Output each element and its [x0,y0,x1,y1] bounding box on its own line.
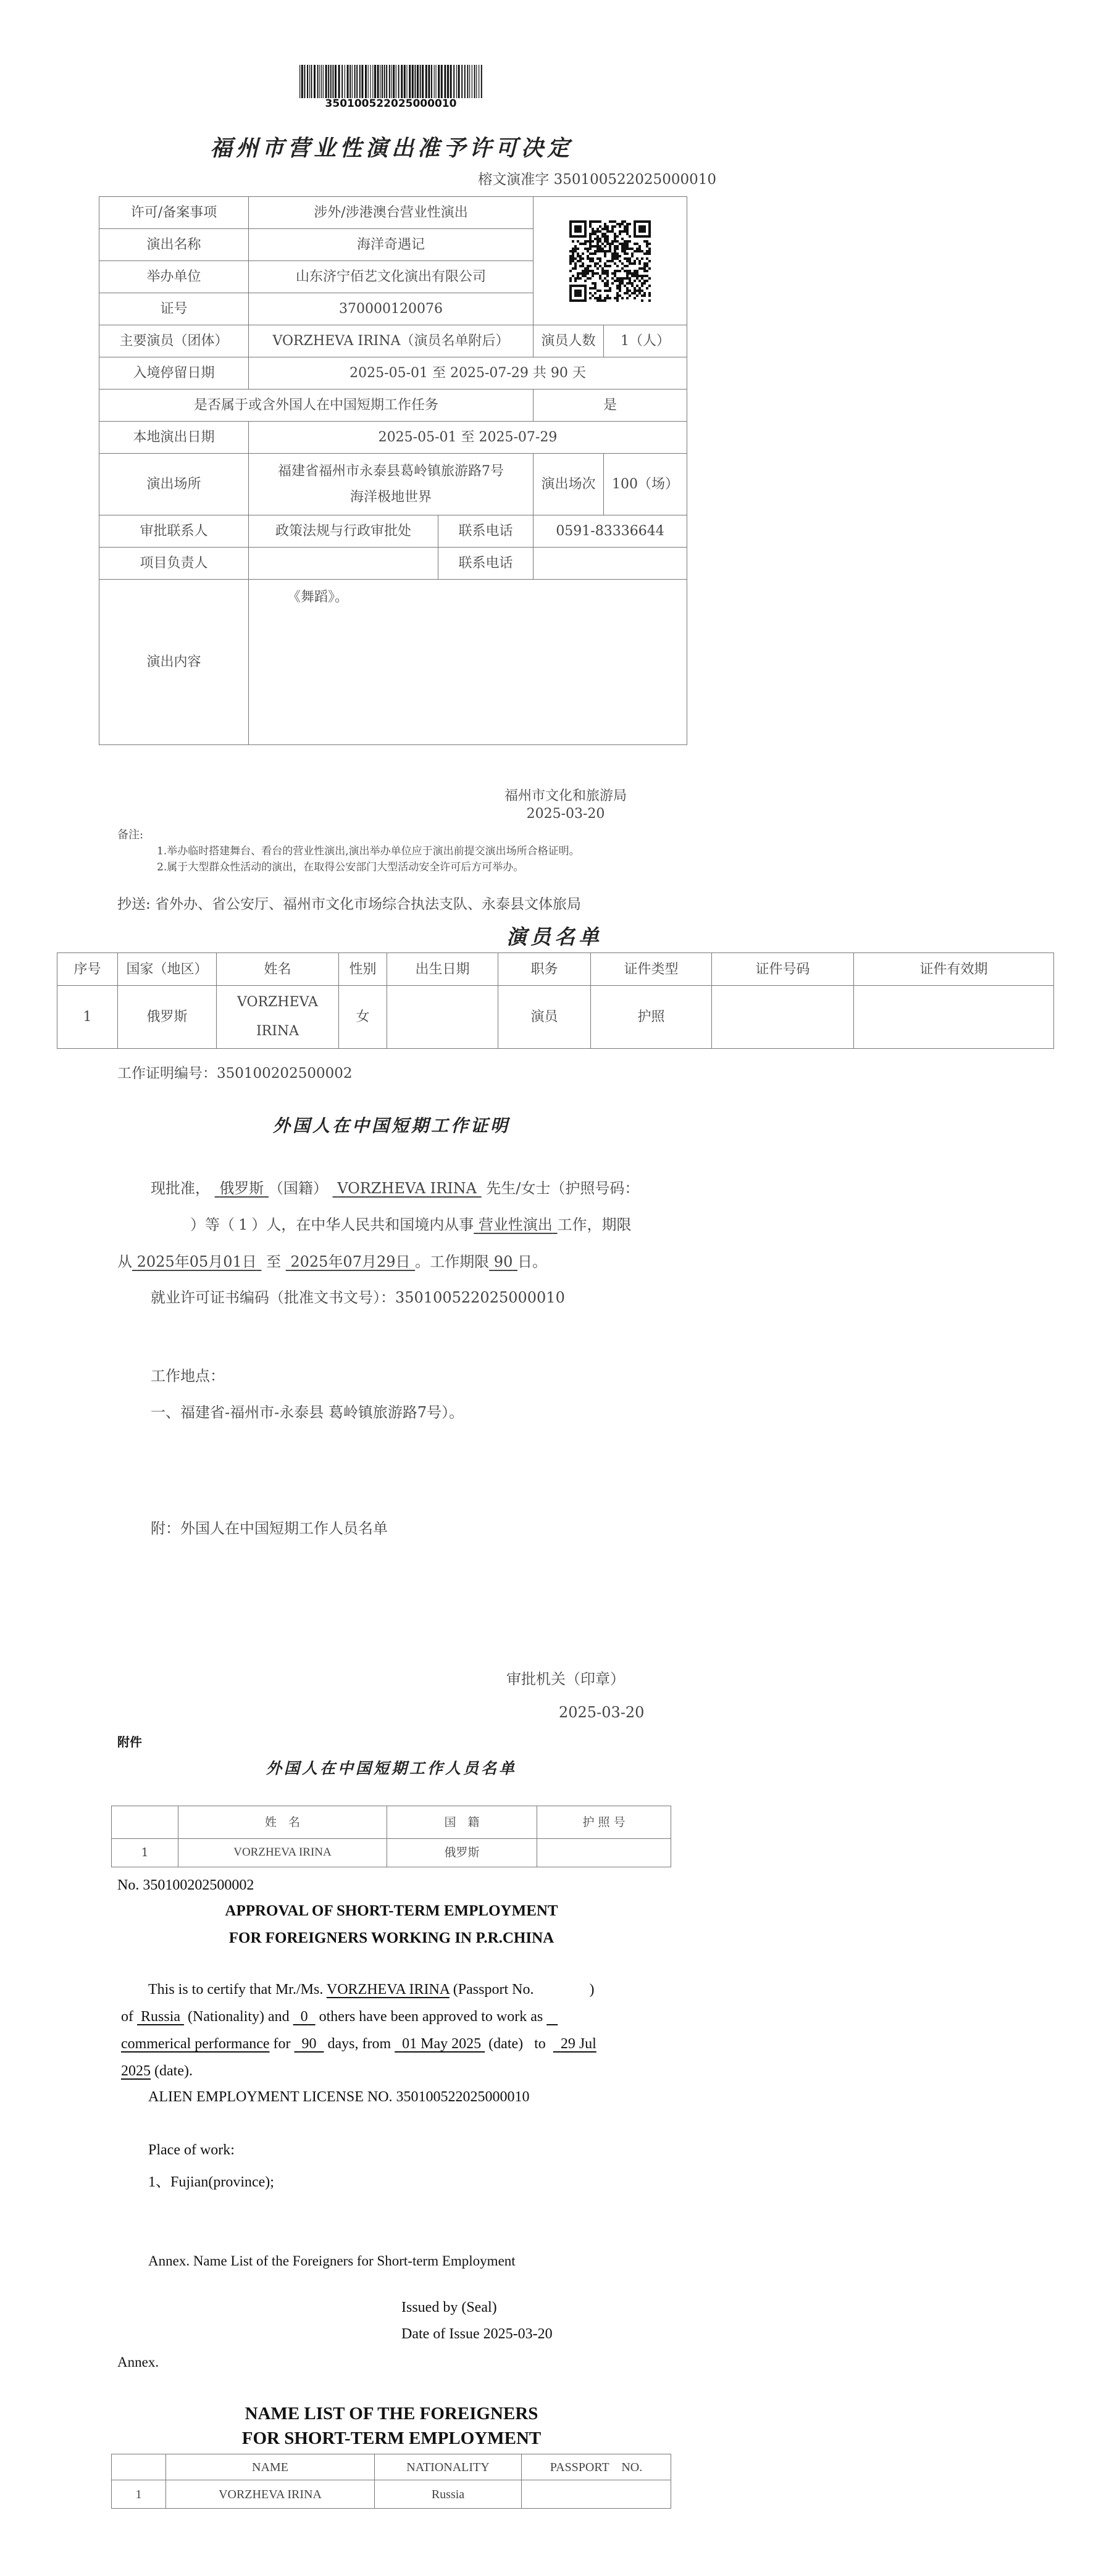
nationality-value [215,1180,269,1197]
attachment-header-name: 姓 名 [178,1806,387,1839]
attachment-header-nationality: 国 籍 [387,1806,537,1839]
work-place-value: 一、福建省-福州市-永泰县 葛岭镇旅游路7号）。 [151,1404,464,1421]
work-cert-para-1 [151,1176,639,1198]
english-to-year: 2025 [121,2063,151,2079]
text: ）等（ [190,1216,235,1233]
work-place-label: 工作地点： [151,1367,225,1385]
lead-performer-value: VORZHEVA IRINA（演员名单附后） [249,325,534,357]
annex-en-header-nationality: NATIONALITY [375,2454,522,2480]
show-name-label: 演出名称 [99,229,249,261]
performer-name-line-2: IRINA [256,1023,299,1039]
attachment-table [111,1806,671,1867]
text: 先生/女士（护照号码： [486,1180,640,1197]
sessions-label: 演出场次 [534,454,604,515]
manager-value [249,548,438,580]
performers-header-id-type: 证件类型 [591,953,712,986]
english-number: No. 350100202500002 [117,1877,254,1893]
days-text: 90 [493,1253,513,1270]
text: 至 [266,1253,282,1270]
english-place-label: Place of work: [148,2142,235,2158]
text: This is to certify that Mr./Ms. [148,1982,324,1998]
work-cert-number: 工作证明编号：350100202500002 [117,1065,353,1082]
text: 从 [117,1253,132,1270]
content-text: 《舞蹈》。 [287,590,349,605]
attachment-cell-passport [537,1839,671,1867]
performer-name-line-1: VORZHEVA [237,994,318,1011]
local-dates-value: 2025-05-01 至 2025-07-29 [249,422,687,454]
doc-number-value: 350100522025000010 [553,172,716,188]
nationality-text: 俄罗斯 [219,1180,264,1197]
barcode-image [298,65,483,101]
local-dates-label: 本地演出日期 [99,422,249,454]
short-term-work-label: 是否属于或含外国人在中国短期工作任务 [99,390,534,422]
performers-header-birth: 出生日期 [387,953,498,986]
english-days-text: 90 [301,2036,317,2052]
english-nationality [137,2009,184,2025]
text: ) [589,1982,595,1998]
english-others [293,2009,316,2025]
worker-name-value [333,1180,482,1197]
performer-count-value: 1（人） [604,325,687,357]
organizer-label: 举办单位 [99,261,249,293]
english-line-3 [121,2036,596,2053]
english-from [395,2036,485,2052]
english-place: 1、Fujian(province); [148,2174,274,2190]
work-cert-annex: 附：外国人在中国短期工作人员名单 [151,1520,388,1537]
blank [546,2009,558,2025]
attachment-header-passport: 护 照 号 [537,1806,671,1839]
english-line-2 [121,2009,558,2025]
cert-value: 370000120076 [249,293,534,325]
annex-en-table [111,2454,671,2509]
venue-value [249,454,534,515]
table-row [112,1839,671,1867]
notes-label: 备注: [117,828,144,841]
annex-en-header-name: NAME [166,2454,375,2480]
job-text: 营业性演出 [478,1216,553,1233]
venue-label: 演出场所 [99,454,249,515]
cc-line: 抄送: 省外办、省公安厅、福州市文化市场综合执法支队、永泰县文体旅局 [117,896,582,912]
short-term-work-value: 是 [534,390,687,422]
phone2-label: 联系电话 [438,548,534,580]
english-title-1: APPROVAL OF SHORT-TERM EMPLOYMENT [225,1903,558,1919]
phone2-value [534,548,687,580]
performer-id-type: 护照 [591,986,712,1049]
page-title: 福州市营业性演出准予许可决定 [209,135,573,161]
stay-dates-value: 2025-05-01 至 2025-07-29 共 90 天 [249,357,687,390]
text: (Nationality) and [188,2009,290,2025]
organizer-value: 山东济宁佰艺文化演出有限公司 [249,261,534,293]
sessions-value: 100（场） [604,454,687,515]
content-label: 演出内容 [99,580,249,745]
from-date-text: 2025年05月01日 [136,1253,257,1270]
performers-title: 演员名单 [506,925,603,949]
manager-label: 项目负责人 [99,548,249,580]
text: (date). [154,2063,193,2079]
lead-performer-label: 主要演员（团体） [99,325,249,357]
english-others-text: 0 [300,2009,308,2025]
cert-label: 证号 [99,293,249,325]
work-cert-para-3 [117,1249,547,1271]
attachment-cell-name: VORZHEVA IRINA [178,1839,387,1867]
text: (Passport No. [453,1982,534,1998]
phone-value: 0591-83336644 [534,515,687,548]
from-date [132,1253,261,1270]
english-to-text: 29 Jul [560,2036,596,2052]
english-to [553,2036,596,2052]
performer-no: 1 [57,986,118,1049]
table-row [57,986,1054,1049]
text: of [121,2009,133,2025]
venue-line-2: 海洋极地世界 [350,489,432,505]
text: others have been approved to work as [319,2009,543,2025]
english-issue-date: Date of Issue 2025-03-20 [401,2326,553,2342]
annex-en-label: Annex. [117,2354,159,2370]
attachment-cell-nationality: 俄罗斯 [387,1839,537,1867]
performers-header-country: 国家（地区） [118,953,217,986]
text: （国籍） [268,1180,328,1197]
english-nationality-text: Russia [141,2009,181,2025]
performers-table [57,952,1054,1049]
attachment-header-index [112,1806,178,1839]
english-name: VORZHEVA IRINA [326,1982,450,1998]
english-from-text: 01 May 2025 [402,2036,482,2052]
english-annex: Annex. Name List of the Foreigners for Short-term Employment [148,2253,516,2269]
annex-en-title-2: FOR SHORT-TERM EMPLOYMENT [241,2428,542,2448]
approval-date: 2025-03-20 [559,1704,645,1721]
performers-header-no: 序号 [57,953,118,986]
english-job: commerical performance [121,2036,270,2052]
performers-header-id-valid: 证件有效期 [854,953,1054,986]
performer-gender: 女 [339,986,387,1049]
barcode [298,65,483,101]
notes-line-1: 1.举办临时搭建舞台、看台的营业性演出,演出举办单位应于演出前提交演出场所合格证明。 [157,845,580,857]
performer-id-valid [854,986,1054,1049]
qr-code-cell [534,197,687,325]
text: for [273,2036,291,2052]
text: 。工作期限 [415,1253,490,1270]
barcode-number: 350100522025000010 [325,98,457,110]
english-line-1 [148,1982,594,1998]
approval-authority: 审批机关（印章） [506,1670,625,1688]
performers-header-role: 职务 [498,953,591,986]
work-cert-license: 就业许可证书编码（批准文书文号）：350100522025000010 [151,1289,565,1306]
annex-en-cell-passport [522,2480,671,2509]
text: 工作，期限 [557,1216,632,1233]
to-date [286,1253,415,1270]
attachment-cell-index: 1 [112,1839,178,1867]
annex-en-cell-nationality: Russia [375,2480,522,2509]
performer-birth [387,986,498,1049]
content-value [249,580,687,745]
performers-header-gender: 性别 [339,953,387,986]
days-value [489,1253,517,1270]
work-cert-para-2 [190,1212,632,1234]
qr-code [569,220,651,302]
table-row [112,2480,671,2509]
text: to [534,2036,546,2052]
attachment-title: 外国人在中国短期工作人员名单 [266,1759,517,1777]
issuer-date: 2025-03-20 [526,806,605,822]
text: days, from [327,2036,391,2052]
annex-en-header-passport: PASSPORT NO. [522,2454,671,2480]
performers-header-name: 姓名 [217,953,339,986]
annex-en-cell-name: VORZHEVA IRINA [166,2480,375,2509]
performers-header-id-no: 证件号码 [712,953,854,986]
issuer-name: 福州市文化和旅游局 [504,788,627,804]
english-line-4 [121,2063,193,2080]
venue-line-1: 福建省福州市永泰县葛岭镇旅游路7号 [278,463,504,479]
english-license: ALIEN EMPLOYMENT LICENSE NO. 350100522025000010 [148,2089,530,2105]
text: 现批准， [151,1180,210,1197]
performer-id-no [712,986,854,1049]
permit-table [99,196,687,745]
permit-item-value: 涉外/涉港澳台营业性演出 [249,197,534,229]
approver-label: 审批联系人 [99,515,249,548]
worker-name-text: VORZHEVA IRINA [337,1180,477,1197]
attachment-label: 附件 [117,1735,142,1749]
stay-dates-label: 入境停留日期 [99,357,249,390]
worker-count: 1 [238,1216,248,1233]
english-days [295,2036,324,2052]
phone-label: 联系电话 [438,515,534,548]
performer-name [217,986,339,1049]
performer-role: 演员 [498,986,591,1049]
approver-value: 政策法规与行政审批处 [249,515,438,548]
performer-count-label: 演员人数 [534,325,604,357]
annex-en-cell-index: 1 [112,2480,166,2509]
permit-item-label: 许可/备案事项 [99,197,249,229]
english-title-2: FOR FOREIGNERS WORKING IN P.R.CHINA [228,1930,554,1946]
performer-country: 俄罗斯 [118,986,217,1049]
job-value [474,1216,557,1233]
english-issued-by: Issued by (Seal) [401,2299,497,2315]
to-date-text: 2025年07月29日 [290,1253,411,1270]
show-name-value: 海洋奇遇记 [249,229,534,261]
annex-en-title-1: NAME LIST OF THE FOREIGNERS [245,2404,538,2424]
work-cert-title: 外国人在中国短期工作证明 [272,1115,510,1136]
text: (date) [488,2036,524,2052]
doc-number [432,168,716,188]
doc-number-label: 榕文演准字 [478,172,550,188]
text: ）人，在中华人民共和国境内从事 [251,1216,474,1233]
notes-line-2: 2.属于大型群众性活动的演出，在取得公安部门大型活动安全许可后方可举办。 [157,861,524,873]
text: 日。 [517,1253,547,1270]
annex-en-header-index [112,2454,166,2480]
